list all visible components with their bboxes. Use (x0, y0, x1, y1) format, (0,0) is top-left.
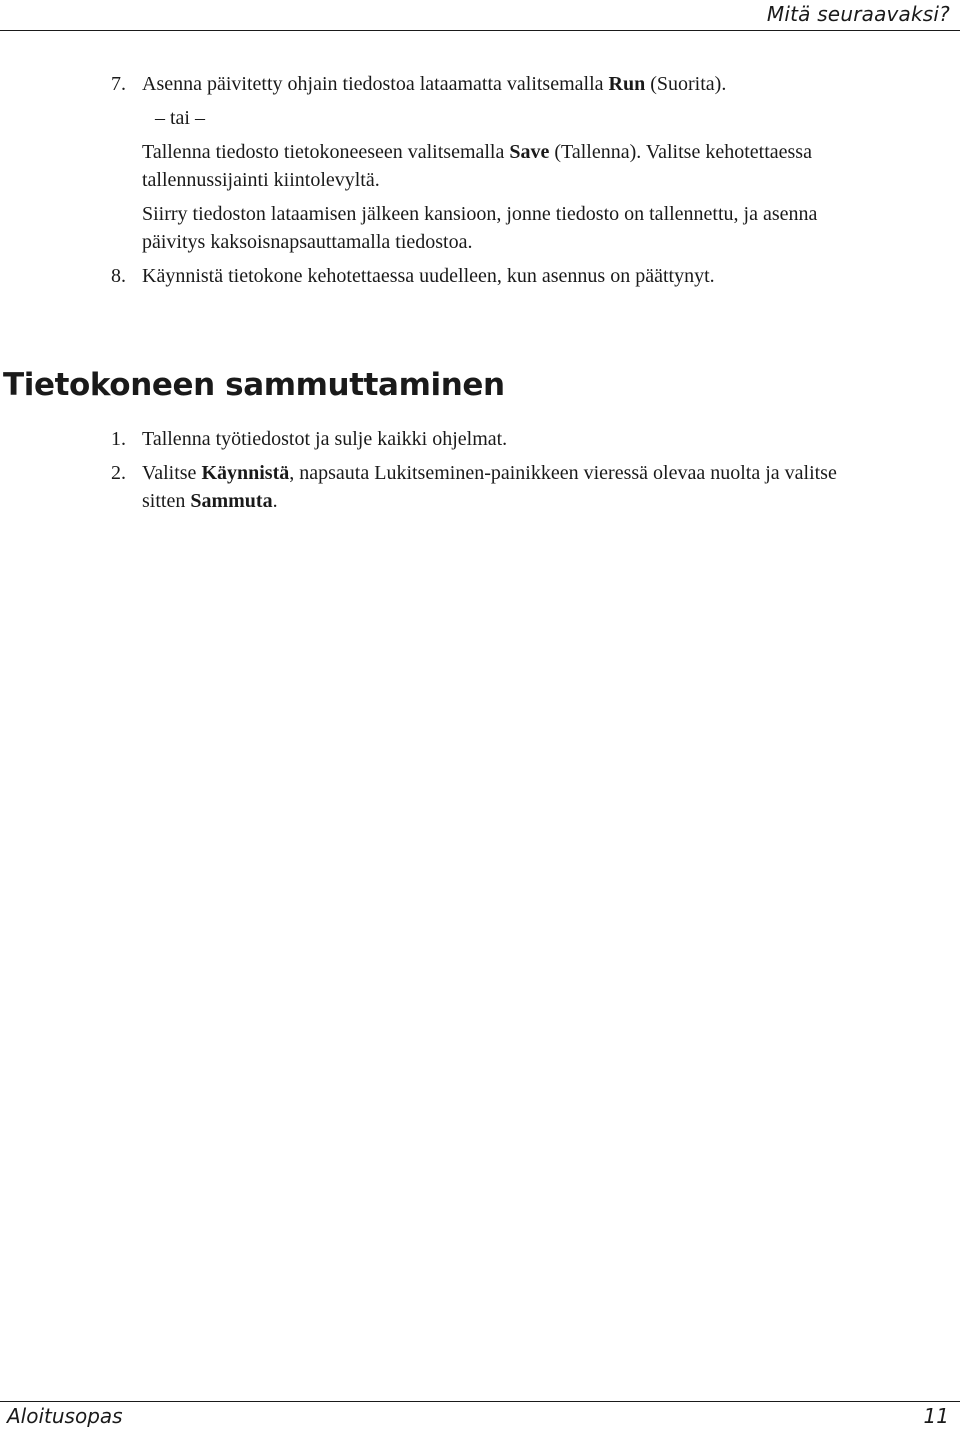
step-8-number: 8. (111, 265, 126, 287)
step-7-number: 7. (111, 73, 126, 95)
step-7-text-a: Asenna päivitetty ohjain tiedostoa lataamatta valitsemalla (142, 73, 609, 95)
step-7-text-c: Tallenna tiedosto tietokoneeseen valitsemalla (142, 141, 510, 163)
shutdown-step-2-text-c: sitten (142, 490, 191, 512)
shutdown-step-2-text-b: , napsauta Lukitseminen-painikkeen vieressä olevaa nuolta ja valitse (289, 462, 837, 484)
step-7-line-6: päivitys kaksoisnapsauttamalla tiedostoa. (142, 231, 473, 253)
shutdown-step-1-number: 1. (111, 428, 126, 450)
page-number: 11 (923, 1404, 949, 1428)
step-7-line-5: Siirry tiedoston lataamisen jälkeen kansioon, jonne tiedosto on tallennettu, ja asenna (142, 203, 818, 225)
shutdown-step-1-text: Tallenna työtiedostot ja sulje kaikki ohjelmat. (142, 428, 508, 450)
run-keyword: Run (608, 73, 646, 95)
step-8-line-1: Käynnistä tietokone kehotettaessa uudelleen, kun asennus on päättynyt. (142, 265, 715, 287)
section-heading: Tietokoneen sammuttaminen (3, 367, 505, 403)
start-keyword: Käynnistä (201, 462, 290, 484)
header-rule (0, 30, 960, 31)
shutdown-step-2-text-a: Valitse (142, 462, 202, 484)
shutdown-step-2-line-1 (142, 459, 837, 487)
step-7-line-4: tallennussijainti kiintolevyltä. (142, 169, 380, 191)
save-keyword: Save (509, 141, 550, 163)
step-7-text-d: (Tallenna). Valitse kehotettaessa (549, 141, 812, 163)
running-header-title: Mitä seuraavaksi? (766, 2, 950, 26)
shutdown-step-2-text-d: . (272, 490, 278, 512)
footer-book-title: Aloitusopas (7, 1404, 123, 1428)
shutdown-step-2-number: 2. (111, 462, 126, 484)
step-7-line-1 (142, 70, 726, 98)
footer-rule (0, 1401, 960, 1402)
step-7-text-b: (Suorita). (645, 73, 727, 95)
shutdown-keyword: Sammuta (190, 490, 273, 512)
shutdown-step-2-line-2 (142, 487, 278, 515)
or-separator: – tai – (155, 107, 205, 129)
step-7-line-3 (142, 138, 812, 166)
